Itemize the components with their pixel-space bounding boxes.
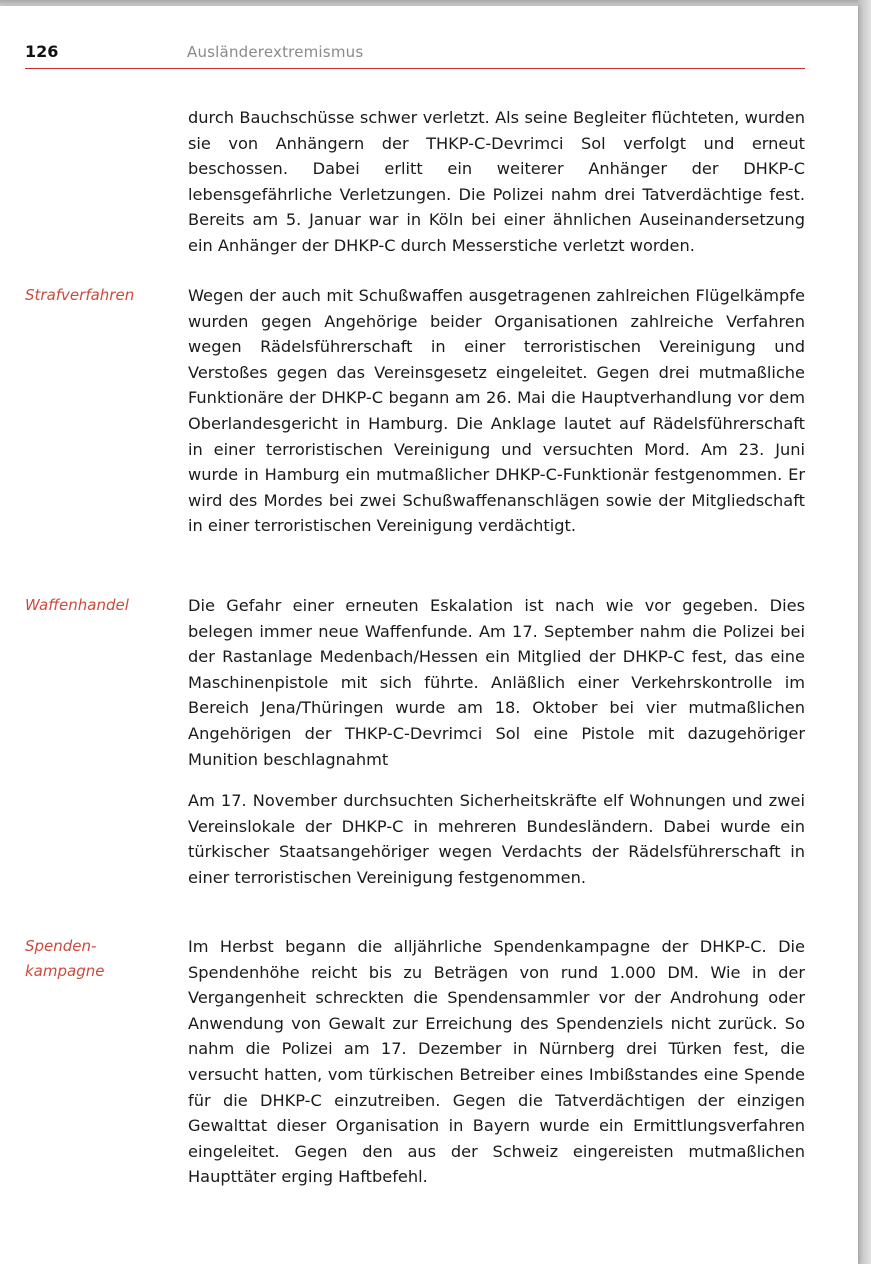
running-title: Ausländerextremismus [187,43,364,61]
document-page [0,6,858,1264]
scan-right-shadow [858,0,871,1264]
paragraph-3: Die Gefahr einer erneuten Eskalation ist nach wie vor gegeben. Dies belegen immer neue Waffenfunde. Am 17. September nahm die Polizei bei der Rastanlage Medenbach/Hessen ein Mitglied der DHKP-C fest, das eine Maschinenpistole mit sich führte. Anläßlich einer Verkehrskontrolle im Bereich Jena/Thüringen wurde am 18. Oktober bei vier mutmaßlichen Angehörigen der THKP-C-Devrimci Sol eine Pistole mit dazugehöriger Munition beschlagnahmt [188,596,805,769]
paragraph-4: Am 17. November durchsuchten Sicherheitskräfte elf Wohnungen und zwei Vereinslokale der DHKP-C in mehreren Bundesländern. Dabei wurde ein türkischer Staatsangehöriger wegen Verdachts der Rädelsführerschaft in einer terroristischen Vereinigung festgenommen. [188,791,805,887]
margin-note-strafverfahren: Strafverfahren [25,286,135,304]
margin-note-spendenkampagne: Spenden- kampagne [25,937,105,980]
page-header [25,38,805,69]
paragraph-1: durch Bauchschüsse schwer verletzt. Als seine Begleiter flüchteten, wurden sie von Anhängern der THKP-C-Devrimci Sol verfolgt und erneut beschossen. Dabei erlitt ein weiterer Anhänger der DHKP-C lebensgefährliche Verletzungen. Die Polizei nahm drei Tatverdächtige fest. Bereits am 5. Januar war in Köln bei einer ähnlichen Auseinandersetzung ein Anhänger der DHKP-C durch Messerstiche verletzt worden. [188,108,805,255]
page-number: 126 [25,42,59,61]
paragraph-5: Im Herbst begann die alljährliche Spendenkampagne der DHKP-C. Die Spendenhöhe reicht bis zu Beträgen von rund 1.000 DM. Wie in der Vergangenheit schreckten die Spendensammler vor der Androhung oder Anwendung von Gewalt zur Erreichung des Spendenziels nicht zurück. So nahm die Polizei am 17. Dezember in Nürnberg drei Türken fest, die versucht hatten, vom türkischen Betreiber eines Imbißstandes eine Spende für die DHKP-C einzutreiben. Gegen die Tatverdächtigen der einzigen Gewalttat dieser Organisation in Bayern wurde ein Ermittlungsverfahren eingeleitet. Gegen den aus der Schweiz eingereisten mutmaßlichen Haupttäter erging Haftbefehl. [188,937,805,1187]
margin-note-waffenhandel: Waffenhandel [25,596,129,614]
paragraph-2: Wegen der auch mit Schußwaffen ausgetragenen zahlreichen Flügelkämpfe wurden gegen Angehörige beider Organisationen zahlreiche Verfahren wegen Rädelsführerschaft in einer terroristischen Vereinigung und Verstoßes gegen das Vereinsgesetz eingeleitet. Gegen drei mutmaßliche Funktionäre der DHKP-C begann am 26. Mai die Hauptverhandlung vor dem Oberlandesgericht in Hamburg. Die Anklage lautet auf Rädelsführerschaft in einer terroristischen Vereinigung und versuchten Mord. Am 23. Juni wurde in Hamburg ein mutmaßlicher DHKP-C-Funktionär festgenommen. Er wird des Mordes bei zwei Schußwaffenanschlägen sowie der Mitgliedschaft in einer terroristischen Vereinigung verdächtigt. [188,286,805,536]
